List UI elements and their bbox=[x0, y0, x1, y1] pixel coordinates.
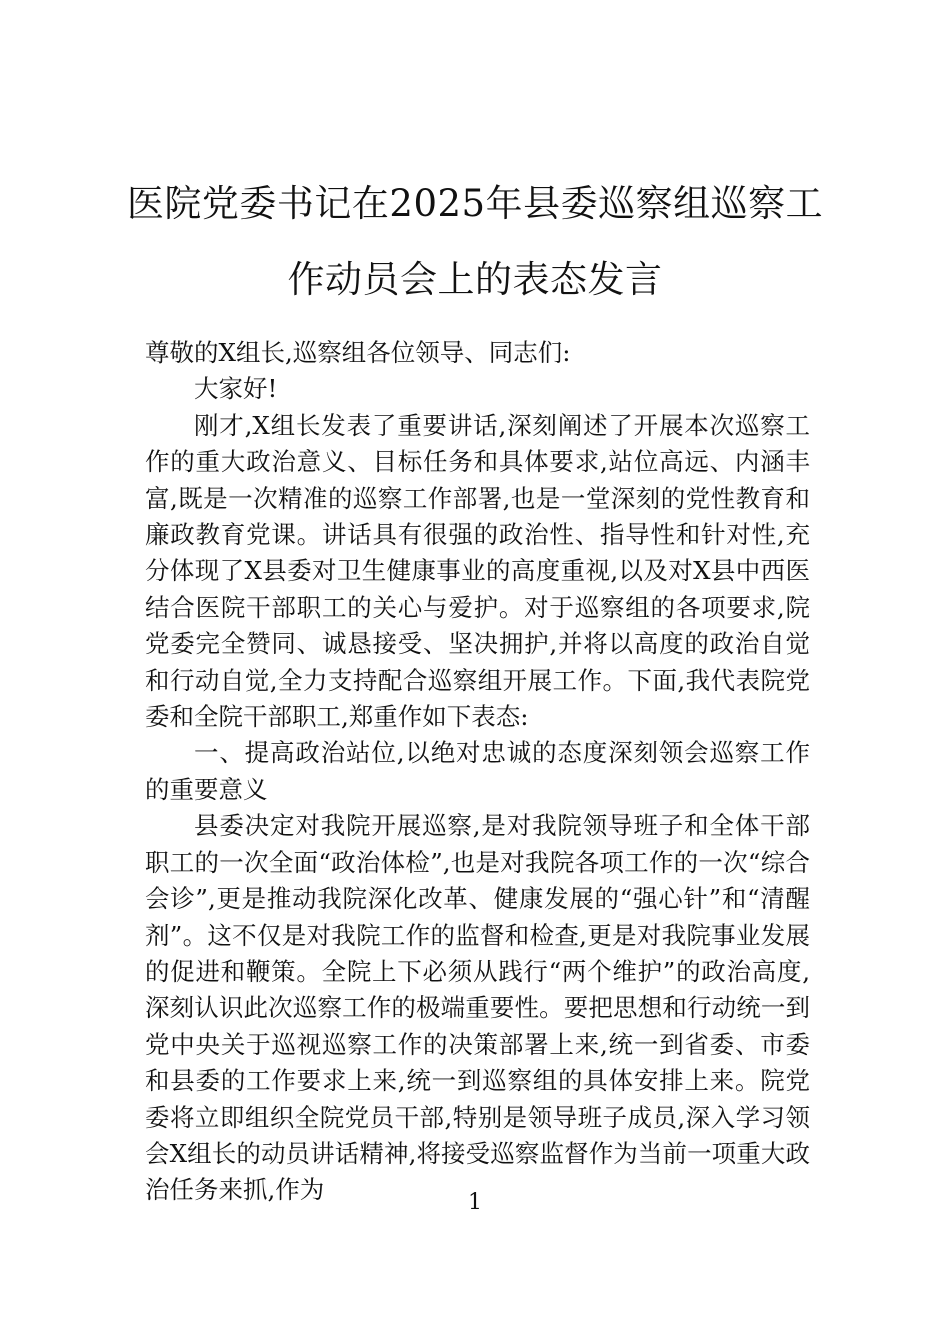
section-heading-1: 一、提高政治站位,以绝对忠诚的态度深刻领会巡察工作的重要意义 bbox=[145, 738, 810, 804]
salutation: 尊敬的X组长,巡察组各位领导、同志们: bbox=[145, 338, 571, 367]
document-title bbox=[120, 166, 830, 318]
title-line-2: 作动员会上的表态发言 bbox=[287, 258, 663, 301]
page-number: 1 bbox=[468, 1190, 482, 1215]
greeting: 大家好! bbox=[194, 374, 278, 404]
body-paragraph-2: 县委决定对我院开展巡察,是对我院领导班子和全体干部职工的一次全面“政治体检”,也是对我院各项工作的一次“综合会诊”,更是推动我院深化改革、健康发展的“强心针”和“清醒剂”。这不仅是对我院工作的监督和检查,更是对我院事业发展的促进和鞭策。全院上下必须从践行“两个维护”的政治高度,深刻认识此次巡察工作的极端重要性。要把思想和行动统一到党中央关于巡视巡察工作的决策部署上来,统一到省委、市委和县委的工作要求上来,统一到巡察组的具体安排上来。院党委将立即组织全院党员干部,特别是领导班子成员,深入学习领会X组长的动员讲话精神,将接受巡察监督作为当前一项重大政治任务来抓,作为 bbox=[145, 811, 810, 1205]
title-line-1: 医院党委书记在2025年县委巡察组巡察工 bbox=[126, 182, 824, 225]
document-body bbox=[145, 335, 810, 1209]
body-paragraph-1: 刚才,X组长发表了重要讲话,深刻阐述了开展本次巡察工作的重大政治意义、目标任务和具体要求,站位高远、内涵丰富,既是一次精准的巡察工作部署,也是一堂深刻的党性教育和廉政教育党课。讲话具有很强的政治性、指导性和针对性,充分体现了X县委对卫生健康事业的高度重视,以及对X县中西医结合医院干部职工的关心与爱护。对于巡察组的各项要求,院党委完全赞同、诚恳接受、坚决拥护,并将以高度的政治自觉和行动自觉,全力支持配合巡察组开展工作。下面,我代表院党委和全院干部职工,郑重作如下表态: bbox=[145, 410, 810, 732]
